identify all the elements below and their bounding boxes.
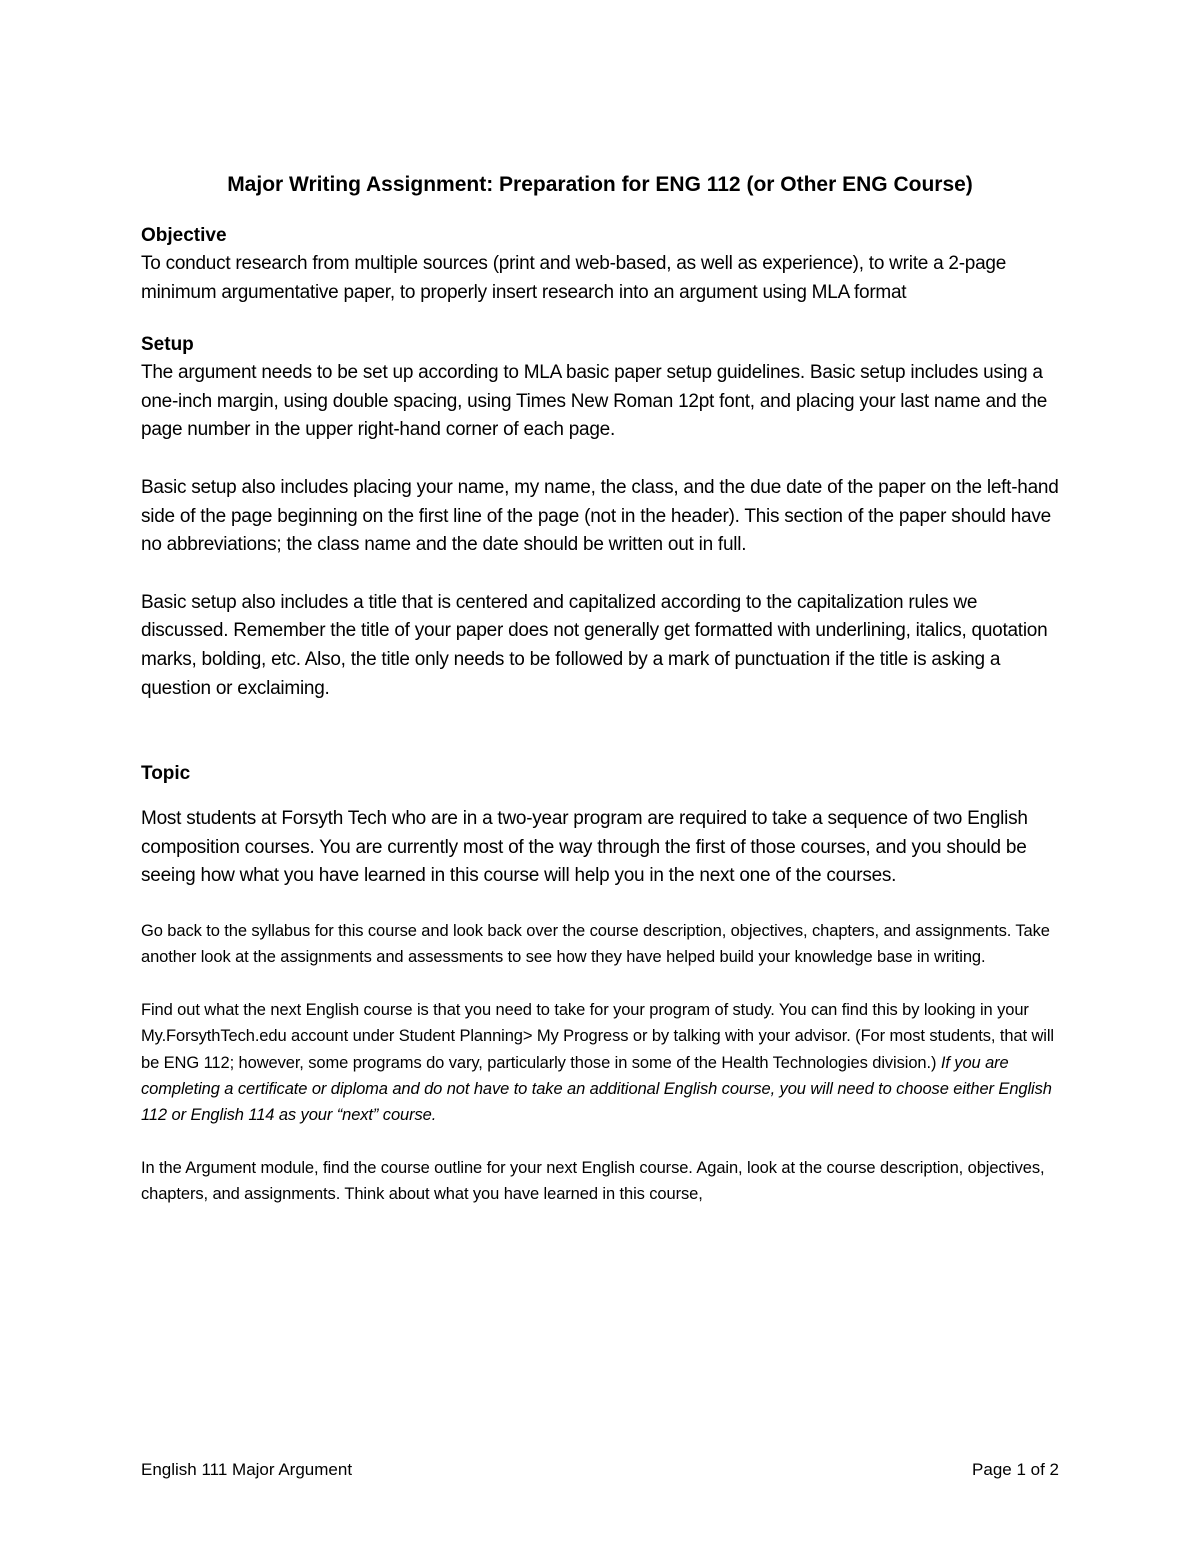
topic-intro: Most students at Forsyth Tech who are in a two-year program are required to take a sequence of two English composition courses. You are currently most of the way through the first of those courses, and you should be seeing how what you have learned in this course will help you in the next one of the courses. bbox=[141, 808, 1028, 887]
topic-section bbox=[141, 760, 1066, 1207]
next-course-italic-note: If you are completing a certificate or diploma and do not have to take an additional English course, you will need to choose either English 112 or English 114 as your “next” course. bbox=[141, 1053, 1052, 1125]
next-course-text: Find out what the next English course is that you need to take for your program of study. You can find this by looking in your My.ForsythTech.edu account under Student Planning> My Progress or by talking with your advisor. (For most students, that will be ENG 112; however, some programs do vary, particularly those in some of the Health Technologies division.) bbox=[141, 1000, 1054, 1072]
topic-paragraph-syllabus: Go back to the syllabus for this course and look back over the course description, objectives, chapters, and assignments. Take another look at the assignments and assessments to see how they have helped build your knowledge base in writing. bbox=[141, 921, 1050, 967]
objective-heading: Objective bbox=[141, 225, 227, 246]
footer-page-number: Page 1 of 2 bbox=[972, 1460, 1059, 1479]
document-title: Major Writing Assignment: Preparation for ENG 112 (or Other ENG Course) bbox=[227, 173, 973, 196]
topic-paragraph-argument-module: In the Argument module, find the course outline for your next English course. Again, look at the course description, objectives, chapters, and assignments. Think about what you have learned in this course, bbox=[141, 1158, 1045, 1204]
objective-text: To conduct research from multiple sources (print and web-based, as well as experience), to write a 2-page minimum argumentative paper, to properly insert research into an argument using MLA format bbox=[141, 253, 1007, 303]
topic-paragraph-next-course bbox=[141, 997, 1066, 1129]
footer-course-label: English 111 Major Argument bbox=[141, 1460, 353, 1479]
objective-section bbox=[141, 222, 1066, 307]
setup-paragraph-1: The argument needs to be set up according to MLA basic paper setup guidelines. Basic setup includes using a one-inch margin, using double spacing, using Times New Roman 12pt font, and placing your last name and the page number in the upper right-hand corner of each page. bbox=[141, 362, 1048, 441]
topic-heading: Topic bbox=[141, 763, 191, 785]
setup-section bbox=[141, 331, 1066, 703]
setup-paragraph-2: Basic setup also includes placing your name, my name, the class, and the due date of the paper on the left-hand side of the page beginning on the first line of the page (not in the header). This section of the paper should have no abbreviations; the class name and the date should be written out in full. bbox=[141, 476, 1059, 556]
setup-heading: Setup bbox=[141, 334, 194, 356]
document-body bbox=[141, 168, 1066, 1208]
setup-paragraph-3: Basic setup also includes a title that is centered and capitalized according to the capitalization rules we discussed. Remember the title of your paper does not generally get formatted with underlining, italics, quotation marks, bolding, etc. Also, the title only needs to be followed by a mark of punctuation if the title is asking a question or exclaiming. bbox=[141, 591, 1048, 699]
